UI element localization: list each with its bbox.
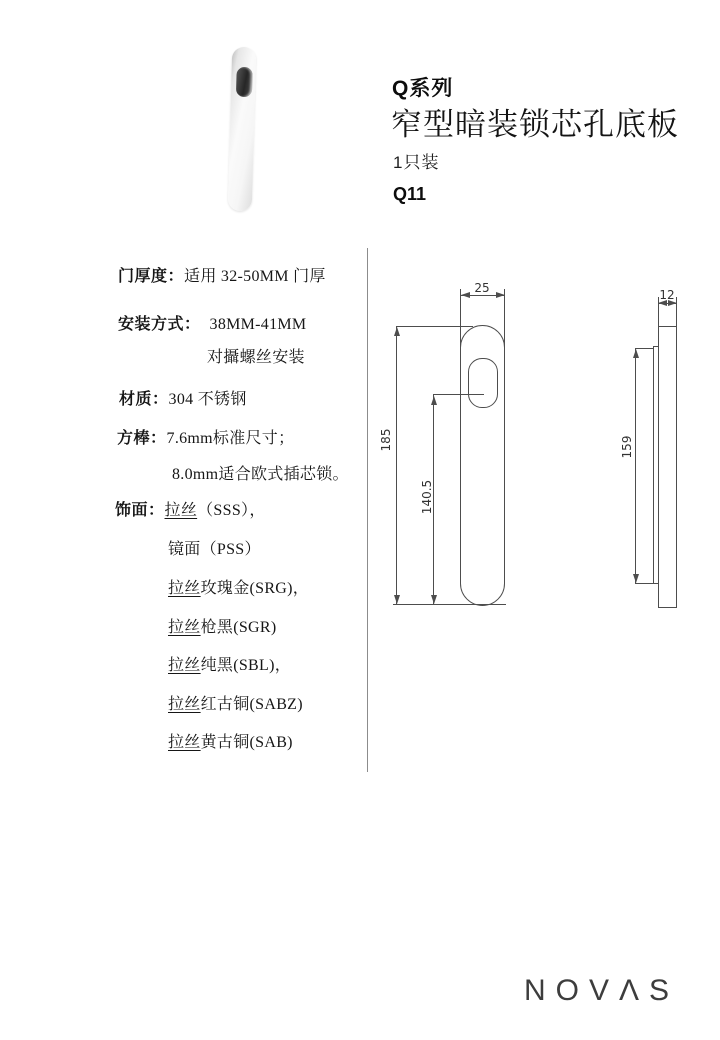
series-name: Q系列 [392,77,454,100]
model-number: Q11 [393,184,427,204]
dim-line-height [396,326,397,604]
finish-underlined: 拉丝 [168,657,201,674]
extension-line [393,604,506,605]
finish-rest: （SSS）， [197,502,266,519]
leader-line [433,394,484,395]
extension-line [396,326,473,327]
finish-rest: 玫瑰金(SRG)， [200,580,310,597]
spec-value: 对攝螺丝安装 [207,349,305,366]
dim-arrow [431,396,437,405]
lock-plate-image [228,47,257,212]
spec-installation-line2 [207,344,305,367]
spec-door-thickness [118,263,326,286]
spec-value: 适用 32-50MM 门厚 [184,268,326,285]
spec-material [119,386,247,409]
dim-arrow [633,349,639,358]
spec-finish-item [168,729,293,752]
finish-rest: 黄古铜(SAB) [200,734,293,751]
dim-text-side-height: 159 [620,435,634,459]
dim-arrow [633,574,639,583]
spec-label: 方棒： [117,430,167,447]
finish-underlined: 拉丝 [164,502,198,519]
finish-rest: 镜面（PSS） [168,541,261,558]
spec-value: 7.6mm标准尺寸； [166,430,295,447]
dim-arrow [394,327,400,336]
spec-value: 304 不锈钢 [168,391,247,408]
finish-rest: 红古铜(SABZ) [200,696,303,713]
side-view-outline [658,326,677,608]
spec-installation [118,311,306,334]
leader-line [635,583,654,584]
product-photo [226,45,262,215]
extension-line [504,289,505,350]
dim-text-width: 25 [474,281,490,295]
spec-finish-item [168,614,277,637]
finish-underlined: 拉丝 [168,696,201,713]
spec-label: 饰面： [115,502,165,519]
finish-rest: 枪黑(SGR) [200,619,277,636]
finish-underlined: 拉丝 [168,734,201,751]
spec-finish-item [168,691,303,714]
dim-text-thickness: 12 [659,288,675,302]
dim-arrow [394,595,400,604]
extension-line [460,289,461,350]
dim-text-hole-center: 140.5 [420,479,434,515]
spec-value: 8.0mm适合欧式插芯锁。 [172,466,349,483]
spec-finish-item [168,575,309,598]
spec-label: 门厚度： [118,268,185,285]
spec-finish-item [168,536,261,559]
cylinder-hole-outline [468,358,498,408]
brand-logo: NOVΛS [524,974,680,1007]
dim-arrow [431,595,437,604]
spec-spindle-line2 [172,461,349,484]
spec-value: 38MM-41MM [209,316,307,333]
pack-quantity: 1只装 [393,153,440,172]
spec-label: 安装方式： [118,316,201,333]
spec-label: 材质： [119,391,169,408]
vertical-divider [367,248,368,772]
cylinder-hole-image [236,67,253,97]
spec-spindle [117,425,294,448]
product-title: 窄型暗装锁芯孔底板 [391,107,679,142]
finish-rest: 纯黑(SBL)， [200,657,292,674]
spec-finish [115,497,266,520]
dim-text-height: 185 [379,428,393,452]
finish-underlined: 拉丝 [168,619,201,636]
spec-finish-item [168,652,291,675]
finish-underlined: 拉丝 [168,580,201,597]
dim-line-side-height [635,348,636,583]
